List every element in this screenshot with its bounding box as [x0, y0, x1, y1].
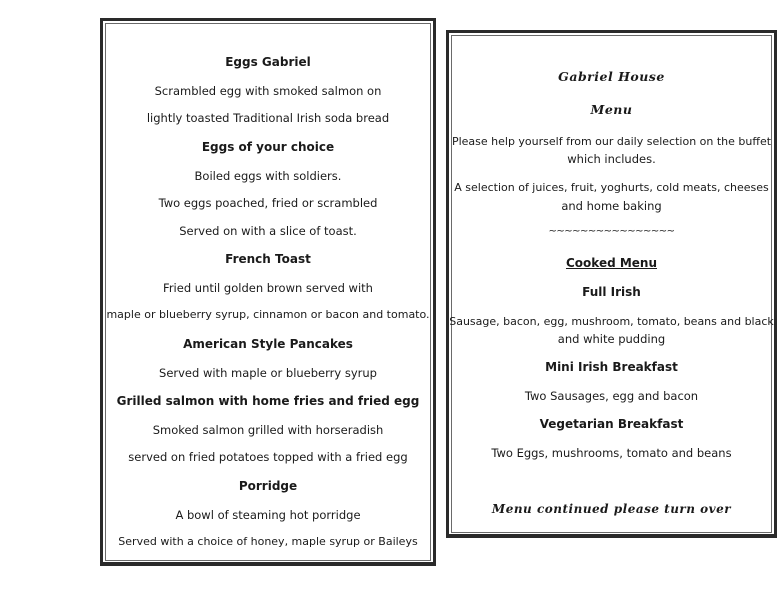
buffet-line-2: and home baking — [561, 199, 662, 213]
right-page-content — [446, 30, 777, 538]
porridge-desc-2: Served with a choice of honey, maple syrup or Baileys — [118, 535, 418, 548]
section-divider: ~~~~~~~~~~~~~~~~ — [548, 226, 675, 237]
mini-irish-desc: Two Sausages, egg and bacon — [524, 389, 699, 403]
intro-line-1: Please help yourself from our daily selection on the buffet — [451, 135, 772, 148]
full-irish-heading: Full Irish — [582, 285, 641, 299]
menu-left-page — [100, 18, 436, 566]
vegetarian-heading: Vegetarian Breakfast — [539, 417, 684, 431]
grilled-salmon-desc-1: Smoked salmon grilled with horseradish — [152, 423, 384, 437]
full-irish-desc-2: and white pudding — [557, 332, 666, 346]
cooked-menu-heading: Cooked Menu — [565, 256, 658, 270]
porridge-desc-1: A bowl of steaming hot porridge — [175, 508, 361, 522]
mini-irish-heading: Mini Irish Breakfast — [545, 360, 678, 374]
full-irish-desc-1: Sausage, bacon, egg, mushroom, tomato, beans and black — [449, 315, 774, 328]
french-toast-desc-1: Fried until golden brown served with — [163, 281, 373, 295]
vegetarian-desc: Two Eggs, mushrooms, tomato and beans — [491, 446, 732, 460]
grilled-salmon-desc-2: served on fried potatoes topped with a fried egg — [128, 450, 408, 464]
pancakes-heading: American Style Pancakes — [183, 337, 353, 351]
eggs-choice-desc-2: Two eggs poached, fried or scrambled — [158, 196, 378, 210]
restaurant-title: Gabriel House — [558, 69, 665, 84]
french-toast-heading: French Toast — [225, 252, 311, 266]
eggs-gabriel-heading: Eggs Gabriel — [225, 55, 311, 69]
pancakes-desc: Served with maple or blueberry syrup — [159, 366, 377, 380]
eggs-choice-heading: Eggs of your choice — [201, 140, 335, 154]
porridge-heading: Porridge — [238, 479, 298, 493]
menu-continued-note: Menu continued please turn over — [491, 502, 732, 516]
intro-line-2: which includes. — [567, 152, 656, 166]
left-page-content — [100, 18, 436, 566]
french-toast-desc-2: maple or blueberry syrup, cinnamon or bacon and tomato. — [106, 308, 430, 321]
eggs-gabriel-desc-1: Scrambled egg with smoked salmon on — [154, 84, 382, 98]
eggs-choice-desc-1: Boiled eggs with soldiers. — [194, 169, 342, 183]
menu-right-page — [446, 30, 777, 538]
buffet-line-1: A selection of juices, fruit, yoghurts, cold meats, cheeses — [454, 181, 769, 194]
eggs-gabriel-desc-2: lightly toasted Traditional Irish soda bread — [146, 111, 390, 125]
grilled-salmon-heading: Grilled salmon with home fries and fried egg — [116, 394, 420, 408]
menu-subtitle: Menu — [590, 102, 633, 117]
eggs-choice-desc-3: Served on with a slice of toast. — [179, 224, 357, 238]
